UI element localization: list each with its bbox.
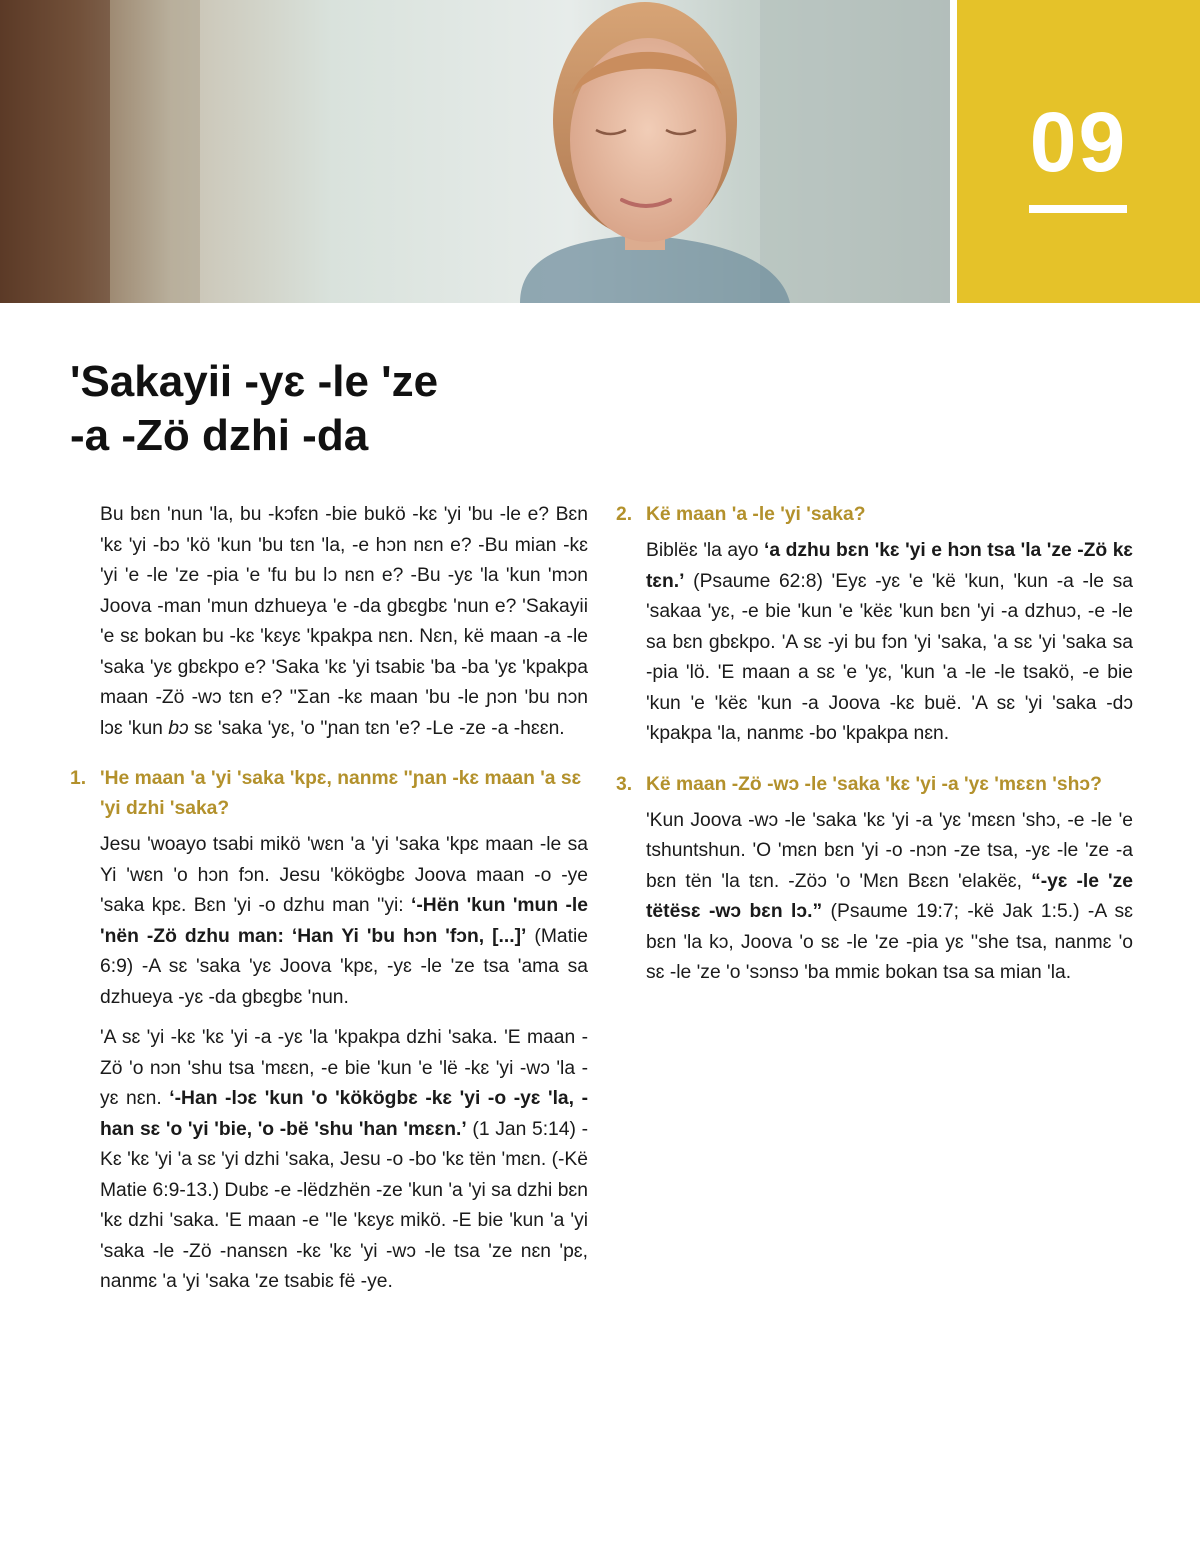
woman-portrait-image [0,0,950,303]
question-3 [616,770,1133,800]
chapter-badge [957,0,1200,303]
hero-photo [0,0,950,303]
section-1-paragraph-2: 'A sɛ 'yi -kɛ 'kɛ 'yi -a -yɛ 'la 'kpakpa dzhi 'saka. 'E maan -Zö 'o nɔn 'shu tsa 'mɛɛn, -e bie 'kun 'e 'lë -kɛ 'yi -wɔ 'la -yɛ nɛn. ‘-Han -lɔɛ 'kun 'o 'kökögbɛ -kɛ 'yi -o -yɛ 'la, -han sɛ 'o 'yi 'bie, 'o -bë 'shu 'han 'mɛɛn.’ (1 Jan 5:14) -Kɛ 'kɛ 'yi 'a sɛ 'yi dzhi 'saka, Jesu -o -bo 'kɛ tën 'mɛn. (-Kë Matie 6:9-13.) Dubɛ -e -lëdzhën -ze 'kun 'a 'yi sa dzhi bɛn 'kɛ dzhi 'saka. 'E maan -e ''le 'kɛyɛ mikö. -E bie 'kun 'a 'yi 'saka -le -Zö -nansɛn -kɛ 'kɛ 'yi -wɔ -le tsa 'ze nɛn 'pɛ, nanmɛ 'a 'yi 'saka 'ze tsabiɛ fë -ye. [100,1027,589,1292]
question-1 [70,764,588,824]
left-column [70,500,589,1308]
section-3-paragraph-1: 'Kun Joova -wɔ -le 'saka 'kɛ 'yi -a 'yɛ 'mɛɛn 'shɔ, -e -le 'e tshuntshun. 'O 'mɛn bɛn 'yi -o -nɔn -ze tsa, -yɛ -le 'ze -a bɛn tën 'la tɛn. -Zöɔ 'o 'Mɛn Bɛɛn 'elakëɛ, “-yɛ -le 'ze tëtësɛ -wɔ bɛn lɔ.” (Psaume 19:7; -kë Jak 1:5.) -A sɛ bɛn 'la kɔ, Joova 'o sɛ -le 'ze -pia yɛ ''she tsa, nanmɛ 'o sɛ -le 'ze 'o 'sɔnsɔ 'ba mmiɛ bokan tsa sa mian 'la. [646,809,1133,983]
title-line-1: 'Sakayii -yɛ -le 'ze [70,357,439,406]
page-title [70,355,590,463]
question-text: 'He maan 'a 'yi 'saka 'kpɛ, nanmɛ ''ɲan -kɛ maan 'a sɛ 'yi dzhi 'saka? [100,768,582,819]
question-text: Kë maan 'a -le 'yi 'saka? [646,504,866,525]
chapter-underline [1029,205,1127,213]
question-number: 3. [616,773,633,795]
question-number: 1. [70,768,87,789]
question-text: Kë maan -Zö -wɔ -le 'saka 'kɛ 'yi -a 'yɛ 'mɛɛn 'shɔ? [646,773,1102,795]
intro-paragraph: Bu bɛn 'nun 'la, bu -kɔfɛn -bie bukö -kɛ 'yi 'bu -le e? Bɛn 'kɛ 'yi -bɔ 'kö 'kun 'bu tɛn 'la, -e hɔn nɛn e? -Bu mian -kɛ 'yi 'e -le 'ze -pia 'e 'fu bu lɔ nɛn e? -Bu -yɛ 'la 'kun 'mɔn Joova -man 'mun dzhueya 'e -da gbɛgbɛ 'nun e? 'Sakayii 'e sɛ bokan bu -kɛ 'kɛyɛ 'kpakpa nɛn. Nɛn, kë maan -a -le 'saka 'yɛ gbɛkpo e? 'Saka 'kɛ 'yi tsabiɛ 'ba -ba 'yɛ 'kpakpa maan -Zö -wɔ tɛn e? ''Ʃan -kɛ maan 'bu -le ɲɔn 'bu nɔn lɔɛ 'kun bɔ sɛ 'saka 'yɛ, 'o ''ɲan tɛn 'e? -Le -ze -a -hɛɛn. [100,504,588,739]
right-column [616,500,1134,999]
chapter-number: 09 [1029,95,1128,189]
question-2 [616,500,1133,530]
title-line-2: -a -Zö dzhi -da [70,411,369,460]
question-number: 2. [616,504,633,525]
section-1-paragraph-1: Jesu 'woayo tsabi mikö 'wɛn 'a 'yi 'saka 'kpɛ maan -le sa Yi 'wɛn 'o hɔn fɔn. Jesu 'kökögbɛ Joova maan -o -ye 'saka kpɛ. Bɛn 'yi -o dzhu man ''yi: ‘-Hën 'kun 'mun -le 'nën -Zö dzhu man: ‘Han Yi 'bu hɔn 'fɔn, [...]’ (Matie 6:9) -A sɛ 'saka 'yɛ Joova 'kpɛ, -yɛ -le 'ze tsa 'ama sa dzhueya -yɛ -da gbɛgbɛ 'nun. [100,834,588,1008]
section-2-paragraph-1: Biblëɛ 'la ayo ‘a dzhu bɛn 'kɛ 'yi e hɔn tsa 'la 'ze -Zö kɛ tɛn.’ (Psaume 62:8) 'Eyɛ -yɛ 'e 'kë 'kun, 'kun -a -le sa 'sakaa 'yɛ, -e bie 'kun 'e 'këɛ 'kun bɛn 'yi -a dzhuɔ, -e -le sa bɛn gbɛkpo. 'A sɛ -yi bu fɔn 'yi 'saka, 'a sɛ 'yi 'saka sa -pia 'lö. 'E maan a sɛ 'e 'yɛ, 'kun 'a -le -le tsakö, -e bie 'kun 'e 'këɛ 'kun -a Joova -kɛ buë. 'A sɛ 'yi 'saka -dɔ 'kpakpa 'la, nanmɛ -bo 'kpakpa nɛn. [646,540,1134,744]
